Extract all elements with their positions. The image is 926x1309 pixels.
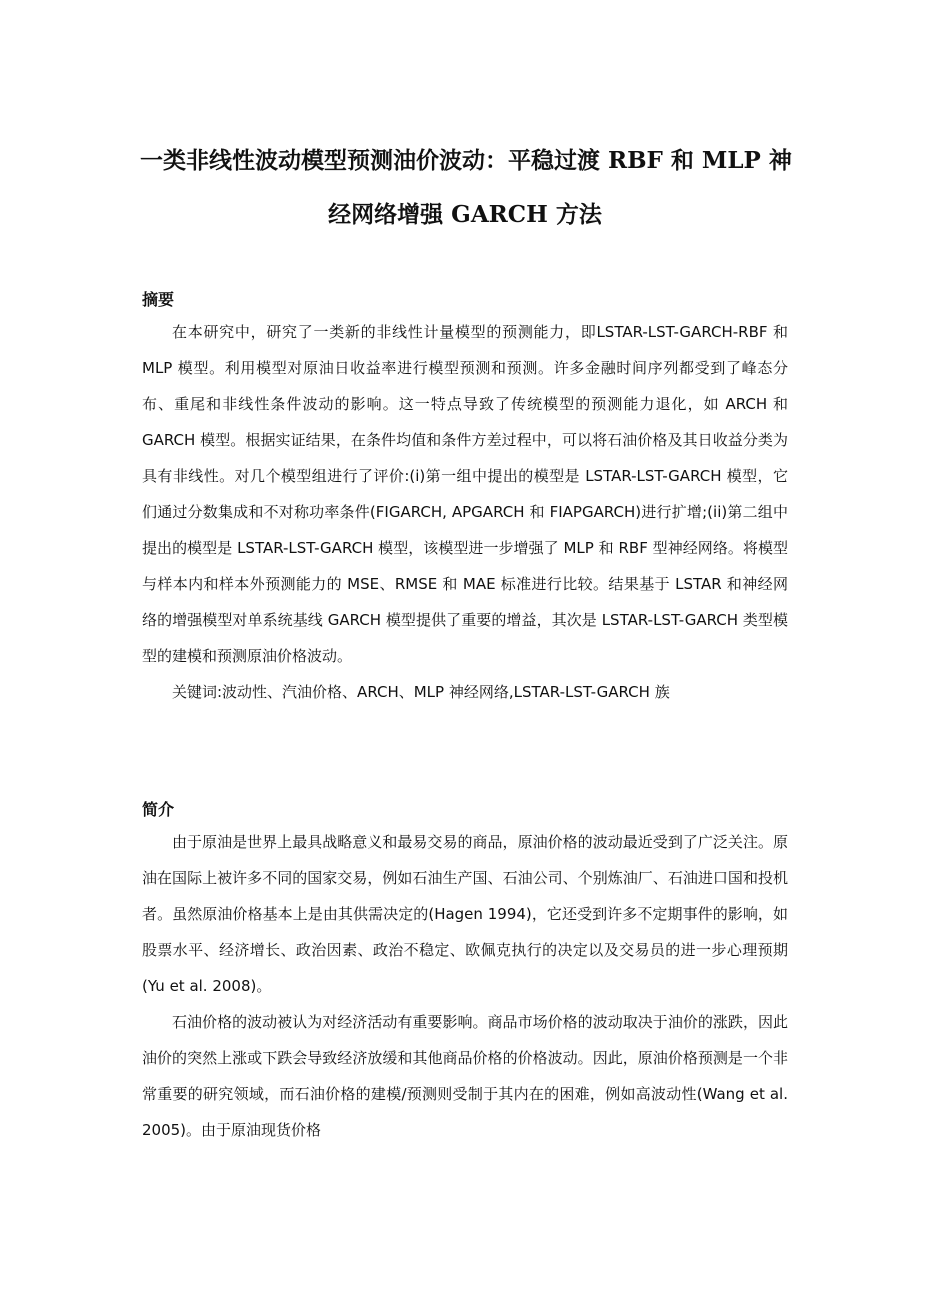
abstract-heading: 摘要 (142, 290, 175, 309)
paper-title-line-2: 经网络增强 GARCH 方法 (328, 201, 602, 228)
introduction-heading: 简介 (142, 800, 175, 819)
abstract-paragraph: 在本研究中，研究了一类新的非线性计量模型的预测能力，即LSTAR-LST-GARCH-RBF 和 MLP 模型。利用模型对原油日收益率进行模型预测和预测。许多金融时间序列都受到了峰态分布、重尾和非线性条件波动的影响。这一特点导致了传统模型的预测能力退化，如 ARCH 和 GARCH 模型。根据实证结果，在条件均值和条件方差过程中，可以将石油价格及其日收益分类为具有非线性。对几个模型组进行了评价:(i)第一组中提出的模型是 LSTAR-LST-GARCH 模型，它们通过分数集成和不对称功率条件(FIGARCH, APGARCH 和 FIAPGARCH)进行扩增;(ii)第二组中提出的模型是 LSTAR-LST-GARCH 模型，该模型进一步增强了 MLP 和 RBF 型神经网络。将模型与样本内和样本外预测能力的 MSE、RMSE 和 MAE 标准进行比较。结果基于 LSTAR 和神经网络的增强模型对单系统基线 GARCH 模型提供了重要的增益，其次是 LSTAR-LST-GARCH 类型模型的建模和预测原油价格波动。 (142, 323, 788, 665)
introduction-paragraph-1: 由于原油是世界上最具战略意义和最易交易的商品，原油价格的波动最近受到了广泛关注。原油在国际上被许多不同的国家交易，例如石油生产国、石油公司、个别炼油厂、石油进口国和投机者。虽然原油价格基本上是由其供需决定的(Hagen 1994)，它还受到许多不定期事件的影响，如股票水平、经济增长、政治因素、政治不稳定、欧佩克执行的决定以及交易员的进一步心理预期(Yu et al. 2008)。 (142, 833, 788, 995)
paper-title-line-1: 一类非线性波动模型预测油价波动：平稳过渡 RBF 和 MLP 神 (140, 147, 792, 174)
introduction-section (142, 824, 788, 1148)
paper-title (140, 134, 790, 242)
abstract-section (142, 314, 788, 710)
introduction-paragraph-2: 石油价格的波动被认为对经济活动有重要影响。商品市场价格的波动取决于油价的涨跌，因此油价的突然上涨或下跌会导致经济放缓和其他商品价格的价格波动。因此，原油价格预测是一个非常重要的研究领域，而石油价格的建模/预测则受制于其内在的困难，例如高波动性(Wang et al. 2005)。由于原油现货价格 (142, 1013, 788, 1139)
keywords-line: 关键词:波动性、汽油价格、ARCH、MLP 神经网络,LSTAR-LST-GARCH 族 (172, 683, 670, 701)
